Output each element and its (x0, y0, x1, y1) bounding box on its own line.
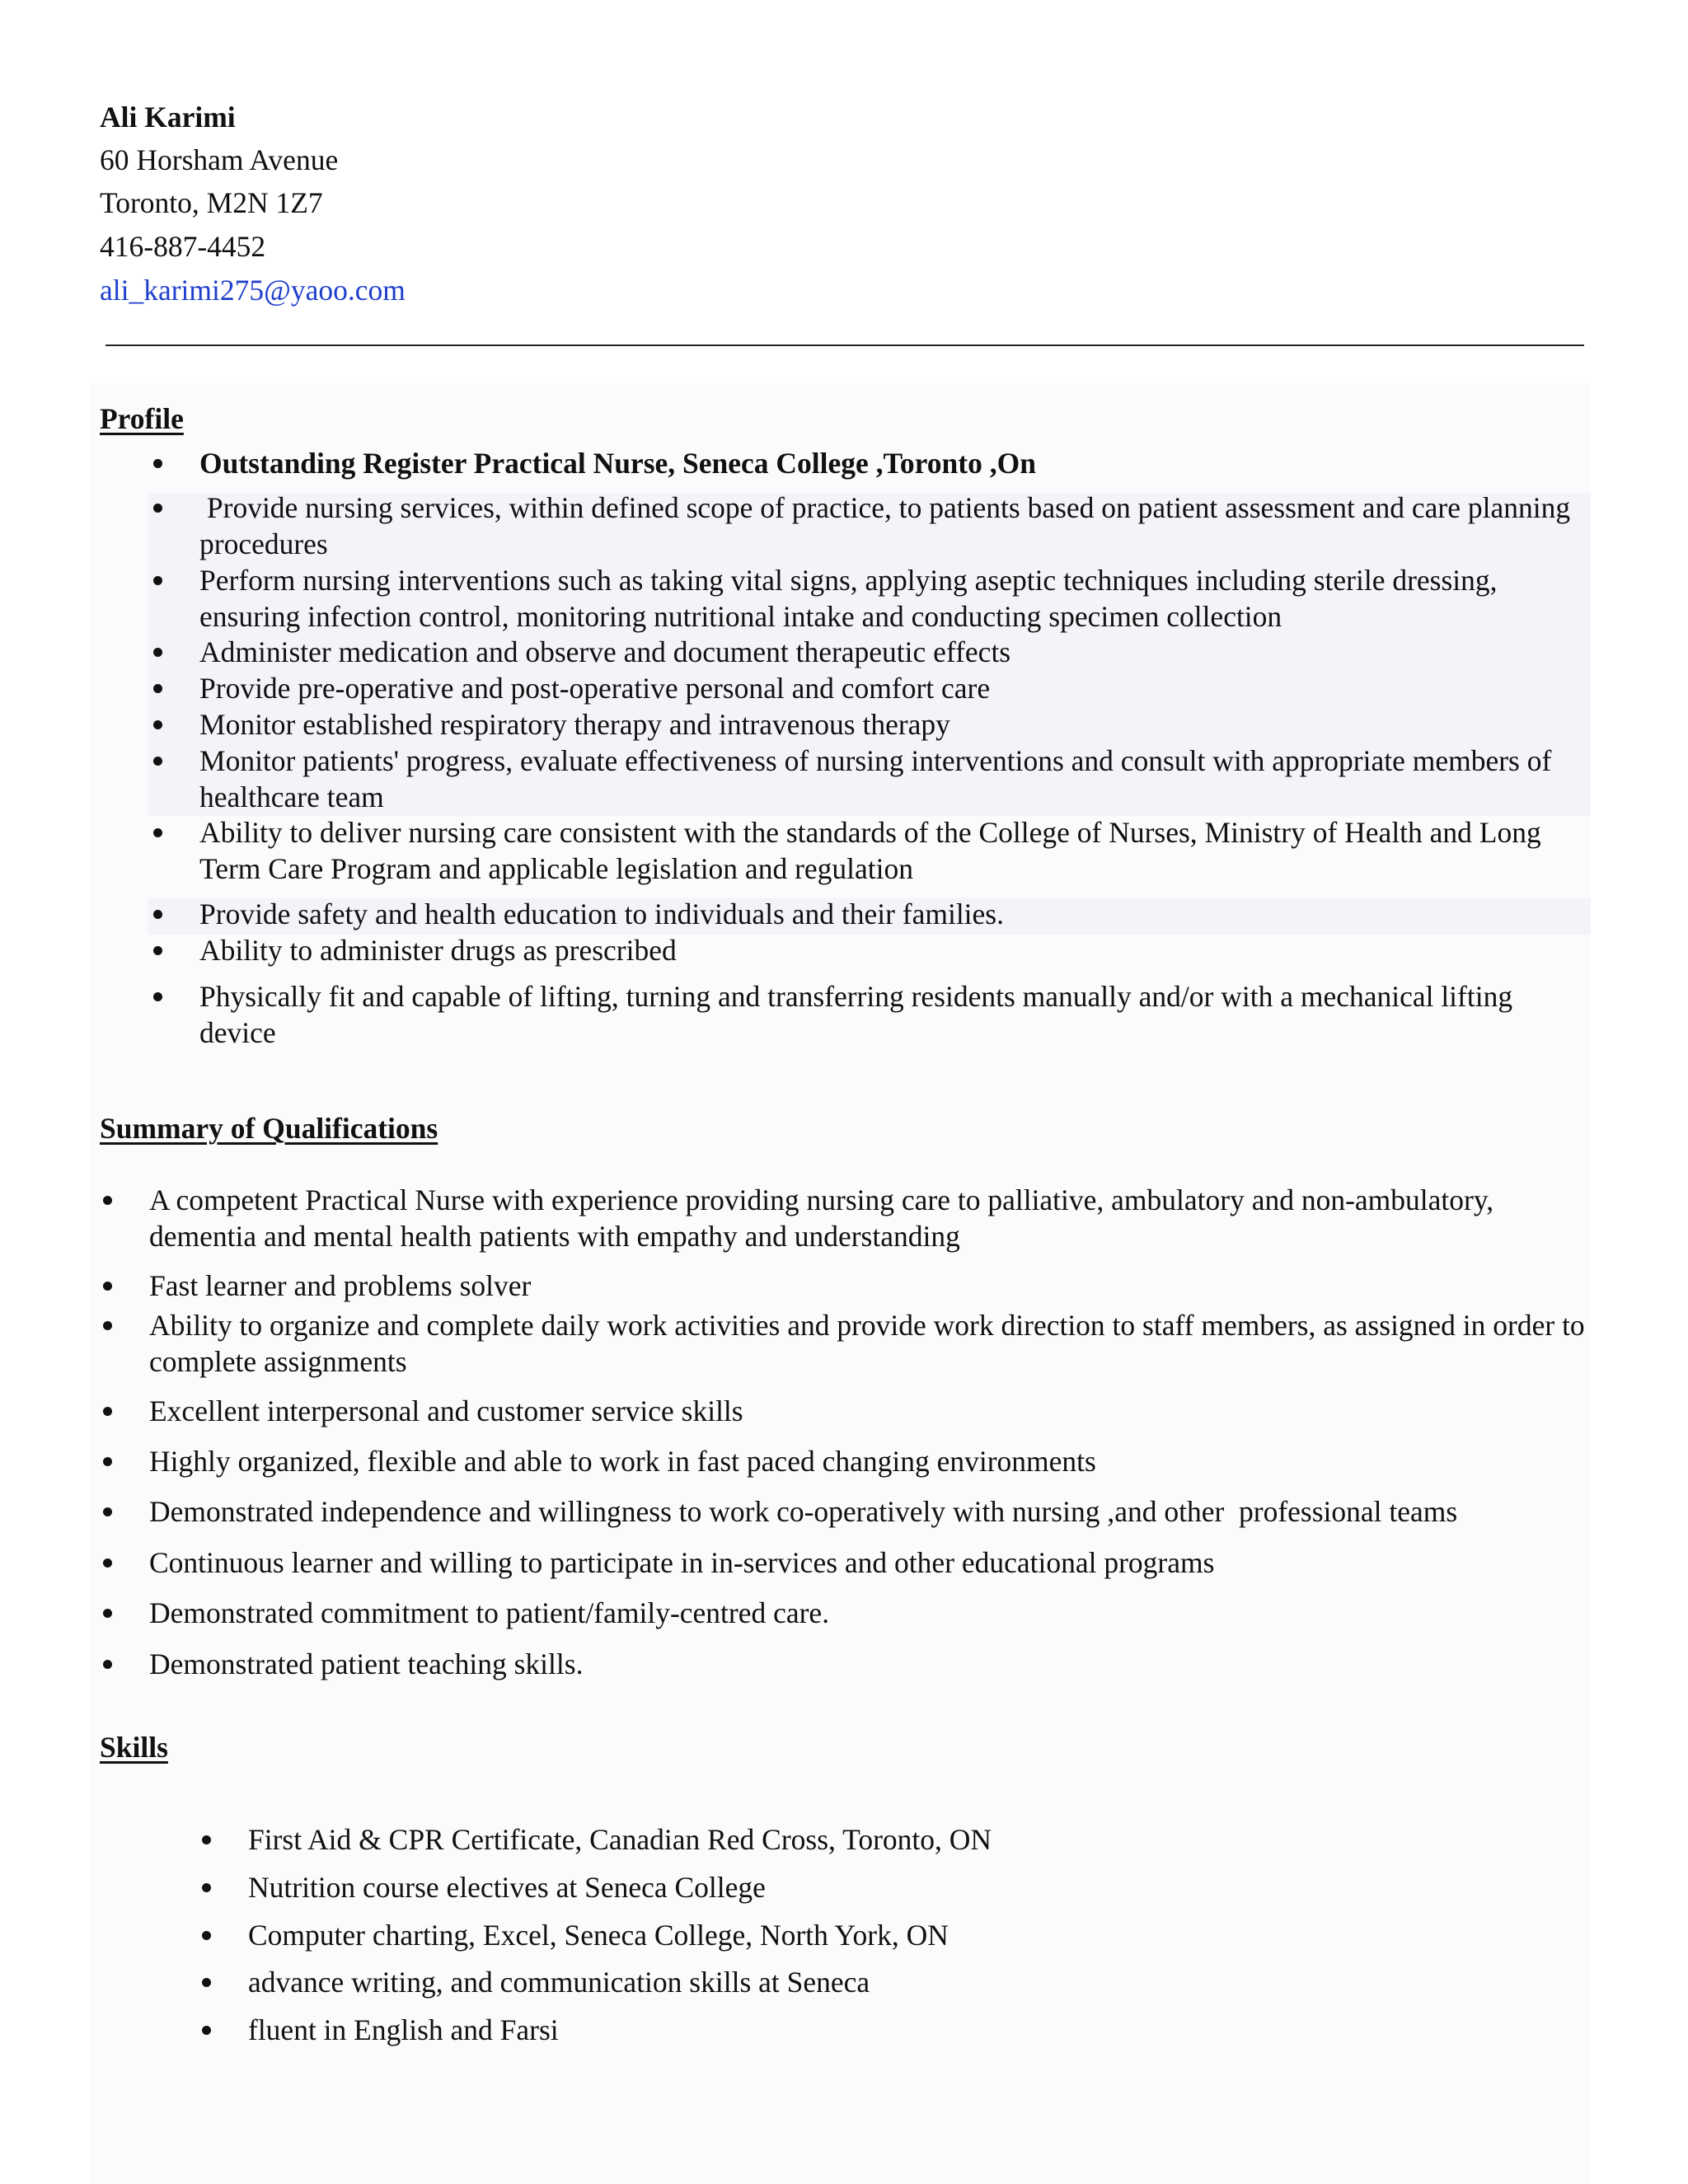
skill-item-text: Nutrition course electives at Seneca College (248, 1871, 766, 1904)
profile-item-text: Provide safety and health education to individuals and their families. (199, 898, 1004, 930)
qualification-item-text: Demonstrated commitment to patient/family-centred care. (149, 1596, 830, 1629)
profile-item-text: Monitor patients' progress, evaluate effectiveness of nursing interventions and consult with appropriate members of healthcare team (199, 744, 1552, 813)
address-street: 60 Horsham Avenue (100, 143, 339, 176)
skill-item (248, 1869, 1484, 1917)
profile-item (199, 896, 1591, 932)
profile-item (199, 670, 1591, 706)
profile-item (199, 978, 1591, 1051)
profile-item-text: Ability to deliver nursing care consistent with the standards of the College of Nurses, Ministry of Health and Long Term Care Program and applicable legislation and regulation (199, 816, 1541, 885)
applicant-name: Ali Karimi (100, 101, 236, 134)
qualification-item-text: A competent Practical Nurse with experience providing nursing care to palliative, ambulatory and non-ambulatory, dementia and mental health patients with empathy and understanding (149, 1183, 1494, 1253)
qualification-item (149, 1393, 1591, 1443)
qualifications-heading: Summary of Qualifications (100, 1112, 438, 1145)
qualifications-list (149, 1182, 1591, 1682)
profile-item-text: Monitor established respiratory therapy and intravenous therapy (199, 708, 950, 741)
qualification-item (149, 1443, 1591, 1493)
qualification-item-text: Demonstrated patient teaching skills. (149, 1647, 584, 1680)
skill-item-text: advance writing, and communication skills at Seneca (248, 1966, 870, 1999)
profile-item (199, 743, 1591, 814)
skill-item-text: Computer charting, Excel, Seneca College, North York, ON (248, 1919, 949, 1952)
profile-item (199, 490, 1591, 562)
skill-item (248, 1917, 1484, 1964)
skill-item (248, 1821, 1484, 1869)
qualification-item-text: Ability to organize and complete daily work activities and provide work direction to staff members, as assigned in order to complete assignments (149, 1309, 1585, 1378)
qualification-item-text: Demonstrated independence and willingness to work co-operatively with nursing ,and other professional teams (149, 1495, 1458, 1528)
phone-number: 416-887-4452 (100, 230, 266, 263)
profile-item-text: Provide pre-operative and post-operative personal and comfort care (199, 672, 991, 705)
profile-item-text: Perform nursing interventions such as taking vital signs, applying aseptic techniques including sterile dressing, ensuring infection control, monitoring nutritional intake and conducting specimen collection (199, 564, 1498, 633)
header-divider (106, 344, 1584, 346)
qualification-item-text: Excellent interpersonal and customer service skills (149, 1394, 743, 1427)
qualification-item (149, 1595, 1591, 1646)
profile-item-text: Administer medication and observe and document therapeutic effects (199, 635, 1011, 668)
profile-item-text: Ability to administer drugs as prescribed (199, 934, 677, 967)
profile-item (199, 932, 1591, 978)
profile-list (199, 445, 1591, 1051)
qualification-item (149, 1307, 1591, 1393)
profile-item (199, 562, 1591, 634)
skill-item (248, 2012, 1484, 2048)
email-link[interactable]: ali_karimi275@yaoo.com (100, 274, 406, 307)
qualification-item (149, 1646, 1591, 1682)
qualification-item (149, 1493, 1591, 1544)
profile-heading: Profile (100, 402, 184, 435)
profile-item (199, 706, 1591, 743)
profile-item (199, 634, 1591, 670)
profile-item-text: Outstanding Register Practical Nurse, Seneca College ,Toronto ,On (199, 447, 1036, 480)
address-city: Toronto, M2N 1Z7 (100, 186, 323, 219)
qualification-item-text: Highly organized, flexible and able to work in fast paced changing environments (149, 1445, 1096, 1478)
skill-item-text: First Aid & CPR Certificate, Canadian Red Cross, Toronto, ON (248, 1823, 992, 1856)
skill-item (248, 1964, 1484, 2012)
qualification-item (149, 1268, 1591, 1307)
profile-item (199, 445, 1591, 490)
qualification-item-text: Continuous learner and willing to participate in in-services and other educational programs (149, 1546, 1215, 1579)
qualification-item (149, 1182, 1591, 1268)
skill-item-text: fluent in English and Farsi (248, 2013, 559, 2046)
profile-item-text: Physically fit and capable of lifting, turning and transferring residents manually and/or with a mechanical lifting device (199, 980, 1513, 1049)
qualification-item-text: Fast learner and problems solver (149, 1269, 532, 1302)
profile-item (199, 814, 1591, 896)
skills-list (248, 1821, 1484, 2048)
profile-item-text: Provide nursing services, within defined scope of practice, to patients based on patient assessment and care planning procedures (199, 491, 1578, 560)
skills-heading: Skills (100, 1731, 168, 1764)
qualification-item (149, 1544, 1591, 1595)
